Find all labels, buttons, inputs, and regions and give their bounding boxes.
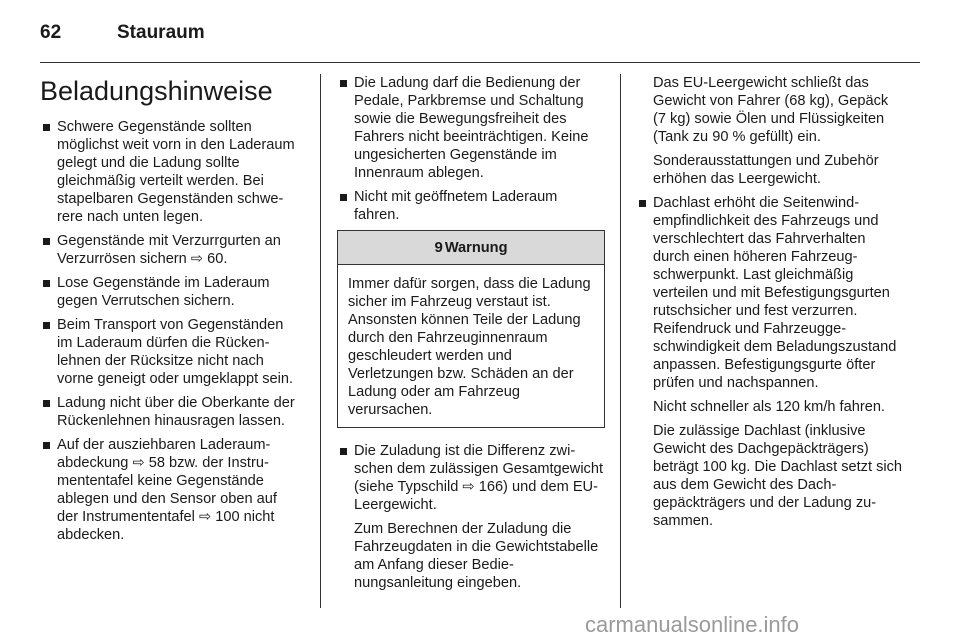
loading-tips-list [337, 442, 605, 592]
column-2 [337, 74, 605, 598]
list-item: Lose Gegenstände im Laderaum gegen Verrutschen sichern. [40, 274, 302, 310]
page-number: 62 [40, 22, 62, 43]
loading-tips-list [337, 74, 605, 224]
page-header [40, 22, 920, 63]
loading-tips-list [636, 194, 904, 530]
list-item: Auf der ausziehbaren Laderaumabdeckung ⇨ 58 bzw. der Instrumententafel keine Gegenstände ablegen und den Sensor oben auf der Instrumententafel ⇨ 100 nicht abdecken. [40, 436, 302, 544]
section-title: Stauraum [117, 22, 205, 43]
list-item [636, 194, 904, 530]
list-item: Schwere Gegenstände sollten möglichst weit vorn in den Laderaum gelegt und die Ladung sollte gleichmäßig verteilt werden. Bei stapelbaren Gegenständen schwerere nach unten legen. [40, 118, 302, 226]
paragraph: Das EU-Leergewicht schließt das Gewicht von Fahrer (68 kg), Gepäck (7 kg) sowie Ölen und Flüssigkeiten (Tank zu 90 % gefüllt) ein. [653, 75, 889, 145]
list-item: Gegenstände mit Verzurrgurten an Verzurrösen sichern ⇨ 60. [40, 232, 302, 268]
warning-header [338, 231, 604, 265]
column-3 [636, 74, 904, 536]
loading-tips-list [40, 118, 302, 544]
list-item: Beim Transport von Gegenständen im Laderaum dürfen die Rückenlehnen der Rücksitze nicht nach vorne geneigt oder umgeklappt sein. [40, 316, 302, 388]
list-item-paragraph: Nicht schneller als 120 km/h fahren. [653, 399, 885, 415]
list-item: Ladung nicht über die Oberkante der Rückenlehnen hinausragen lassen. [40, 394, 302, 430]
list-item: Nicht mit geöffnetem Laderaum fahren. [337, 188, 605, 224]
column-divider [320, 74, 321, 608]
page-title: Beladungshinweise [40, 76, 273, 106]
list-item: Die Ladung darf die Bedienung der Pedale, Parkbremse und Schaltung sowie die Bewegungsfreiheit des Fahrers nicht beeinträchtigen. Keine ungesicherten Gegenstände im Innenraum ablegen. [337, 74, 605, 182]
paragraph: Sonderausstattungen und Zubehör erhöhen das Leergewicht. [653, 153, 879, 187]
list-item-paragraph: Die zulässige Dachlast (inklusive Gewicht des Dachgepäckträgers) beträgt 100 kg. Die Dachlast setzt sich aus dem Gewicht des Dachgepäckträgers und der Ladung zusammen. [653, 423, 903, 529]
warning-icon: 9 [434, 239, 443, 256]
list-item-text: Dachlast erhöht die Seitenwindempfindlichkeit des Fahrzeugs und verschlechtert das Fahrverhalten durch einen höheren Fahrzeugschwerpunkt. Last gleichmäßig verteilen und mit Befestigungsgurten rutschsicher und fest verzurren. Reifendruck und Fahrzeuggeschwindigkeit dem Beladungszustand anpassen. Befestigungsgurte öfter prüfen und nachspannen. [653, 195, 897, 391]
warning-box [337, 230, 605, 428]
list-item-paragraph: Zum Berechnen der Zuladung die Fahrzeugdaten in die Gewichtstabelle am Anfang dieser Bedienungsanleitung eingeben. [354, 521, 599, 591]
column-1 [40, 74, 302, 550]
warning-text: Immer dafür sorgen, dass die Ladung sicher im Fahrzeug verstaut ist. Ansonsten können Teile der Ladung durch den Fahrzeuginnenraum geschleudert werden und Verletzungen bzw. Schäden an der Ladung oder am Fahrzeug verursachen. [348, 276, 591, 418]
list-item-text: Die Zuladung ist die Differenz zwischen dem zulässigen Gesamtgewicht (siehe Typschild ⇨ 166) und dem EU-Leergewicht. [354, 443, 604, 513]
column-divider [620, 74, 621, 608]
watermark: carmanualsonline.info [585, 612, 800, 637]
warning-title: Warnung [444, 240, 508, 256]
list-item [337, 442, 605, 592]
